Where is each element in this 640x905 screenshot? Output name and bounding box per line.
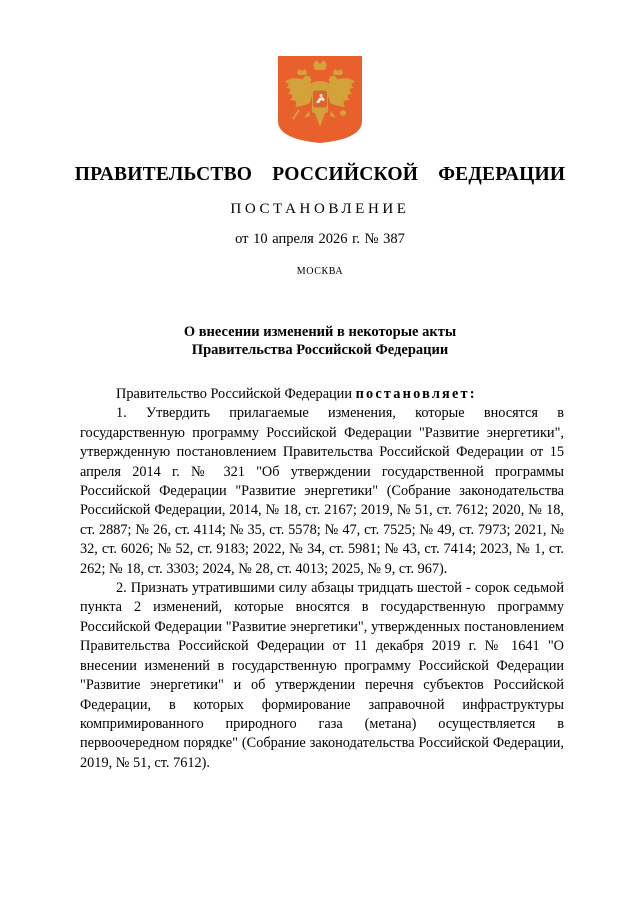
subject-line-2: Правительства Российской Федерации bbox=[191, 342, 449, 358]
document-date-number: от 10 апреля 2026 г. № 387 bbox=[235, 231, 405, 247]
resolve-verb: постановляет: bbox=[355, 386, 477, 402]
subject-line-1: О внесении изменений в некоторые акты bbox=[183, 324, 457, 340]
intro-paragraph bbox=[80, 385, 564, 404]
document-city: МОСКВА bbox=[296, 266, 344, 277]
russian-coat-of-arms-icon bbox=[277, 55, 363, 144]
intro-text: Правительство Российской Федерации bbox=[116, 386, 356, 402]
item-2-paragraph: 2. Признать утратившими силу абзацы тридцать шестой - сорок седьмой пункта 2 изменений, которые вносятся в государственную программу Российской Федерации "Развитие энергетики", утвержденных постановлением Правительства Российской Федерации от 11 декабря 2019 г. № 1641 "О внесении изменений в государственную программу Российской Федерации "Развитие энергетики" и об утверждении перечня субъектов Российской Федерации, в которых формирование заправочной инфраструктуры компримированного природного газа (метана) осуществляется в первоочередном порядке" (Собрание законодательства Российской Федерации, 2019, № 51, ст. 7612). bbox=[80, 580, 564, 771]
document-subject bbox=[0, 323, 640, 359]
item-1-paragraph: 1. Утвердить прилагаемые изменения, которые вносятся в государственную программу Российской Федерации "Развитие энергетики", утвержденную постановлением Правительства Российской Федерации от 15 апреля 2014 г. № 321 "Об утверждении государственной программы Российской Федерации "Развитие энергетики" (Собрание законодательства Российской Федерации, 2014, № 18, ст. 2167; 2019, № 51, ст. 7612; 2020, № 18, ст. 2887; № 26, ст. 4114; № 35, ст. 5578; № 47, ст. 7525; № 49, ст. 7973; 2021, № 32, ст. 6026; № 52, ст. 9183; 2022, № 34, ст. 5981; № 43, ст. 7414; 2023, № 1, ст. 262; № 18, ст. 3303; 2024, № 28, ст. 4013; 2025, № 9, ст. 967). bbox=[80, 405, 564, 577]
document-body bbox=[80, 385, 564, 773]
document-type: ПОСТАНОВЛЕНИЕ bbox=[230, 201, 410, 217]
government-title: ПРАВИТЕЛЬСТВО РОССИЙСКОЙ ФЕДЕРАЦИИ bbox=[74, 164, 566, 185]
